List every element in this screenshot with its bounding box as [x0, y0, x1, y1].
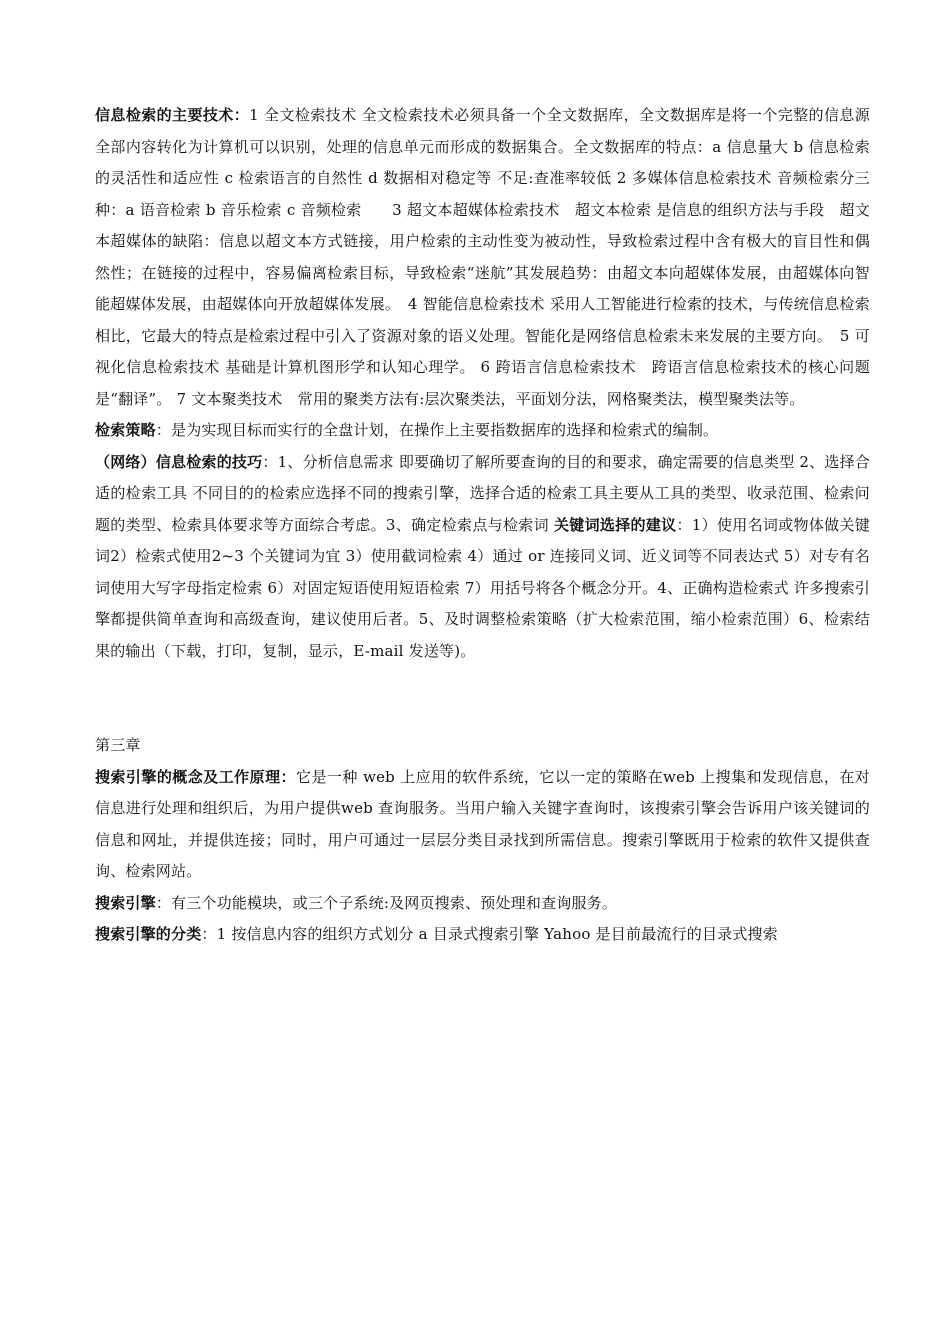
- term-retrieval-tips: （网络）信息检索的技巧: [95, 452, 263, 471]
- paragraph-search-engine-concept: [95, 762, 870, 888]
- paragraph-text: 1 全文检索技术 全文检索技术必须具备一个全文数据库，全文数据库是将一个完整的信息源全部内容转化为计算机可以识别，处理的信息单元而形成的数据集合。全文数据库的特点：a 信息量大 b 信息检索的灵活性和适应性 c 检索语言的自然性 d 数据相对稳定等 不足:查准率较低 2 多媒体信息检索技术 音频检索分三种：a 语音检索 b 音乐检索 c 音频检索 3 超文本超媒体检索技术 超文本检索 是信息的组织方法与手段 超文本超媒体的缺陷：信息以超文本方式链接，用户检索的主动性变为被动性，导致检索过程中含有极大的盲目性和偶然性；在链接的过程中，容易偏离检索目标，导致检索“迷航”其发展趋势：由超文本向超媒体发展，由超媒体向智能超媒体发展，由超媒体向开放超媒体发展。 4 智能信息检索技术 采用人工智能进行检索的技术，与传统信息检索相比，它最大的特点是检索过程中引入了资源对象的语义处理。智能化是网络信息检索未来发展的主要方向。 5 可视化信息检索技术 基础是计算机图形学和认知心理学。 6 跨语言信息检索技术 跨语言信息检索技术的核心问题是“翻译”。 7 文本聚类技术 常用的聚类方法有:层次聚类法，平面划分法，网格聚类法，模型聚类法等。: [95, 106, 870, 408]
- term-retrieval-strategy: 检索策略: [95, 421, 156, 439]
- paragraph-retrieval-techniques: [95, 100, 870, 415]
- term-main-techniques: 信息检索的主要技术：: [95, 106, 250, 124]
- paragraph-text: ：1）使用名词或物体做关键词2）检索式使用2~3 个关键词为宜 3）使用截词检索 4）通过 or 连接同义词、近义词等不同表达式 5）对专有名词使用大写字母指定检索 6）对固定短语使用短语检索 7）用括号将各个概念分开。4、正确构造检索式 许多搜索引擎都提供简单查询和高级查询，建议使用后者。5、及时调整检索策略（扩大检索范围，缩小检索范围）6、检索结果的输出（下载，打印，复制，显示，E-mail 发送等)。: [95, 515, 870, 660]
- paragraph-search-engine-classification: [95, 919, 870, 951]
- paragraph-text: ：有三个功能模块，或三个子系统:及网页搜索、预处理和查询服务。: [155, 893, 618, 912]
- term-search-engine-classification: 搜索引擎的分类: [95, 925, 202, 943]
- paragraph-text: ：是为实现目标而实行的全盘计划，在操作上主要指数据库的选择和检索式的编制。: [155, 421, 719, 439]
- paragraph-retrieval-strategy: [95, 415, 870, 447]
- section-spacer: [95, 667, 870, 730]
- paragraph-text: ：1 按信息内容的组织方式划分 a 目录式搜索引擎 Yahoo 是目前最流行的目录式搜索: [201, 925, 778, 943]
- chapter-heading: 第三章: [95, 736, 141, 754]
- paragraph-search-engine-modules: [95, 888, 870, 920]
- paragraph-text: ：1、分析信息需求 即要确切了解所要查询的目的和要求，确定需要的信息类型 2、选择合适的检索工具 不同目的的检索应选择不同的搜索引擎，选择合适的检索工具主要从工具的类型、收录范围、检索问题的类型、检索具体要求等方面综合考虑。3、确定检索点与检索词: [95, 452, 871, 534]
- paragraph-retrieval-tips: [95, 447, 870, 668]
- paragraph-text: 它是一种 web 上应用的软件系统，它以一定的策略在web 上搜集和发现信息，在对信息进行处理和组织后，为用户提供web 查询服务。当用户输入关键字查询时，该搜索引擎会告诉用户该关键词的信息和网址，并提供连接；同时，用户可通过一层层分类目录找到所需信息。搜索引擎既用于检索的软件又提供查询、检索网站。: [95, 767, 870, 880]
- term-search-engine: 搜索引擎: [95, 893, 156, 912]
- term-keyword-advice: 关键词选择的建议: [554, 515, 677, 534]
- term-search-engine-concept: 搜索引擎的概念及工作原理：: [95, 767, 296, 786]
- document-page: [95, 100, 870, 951]
